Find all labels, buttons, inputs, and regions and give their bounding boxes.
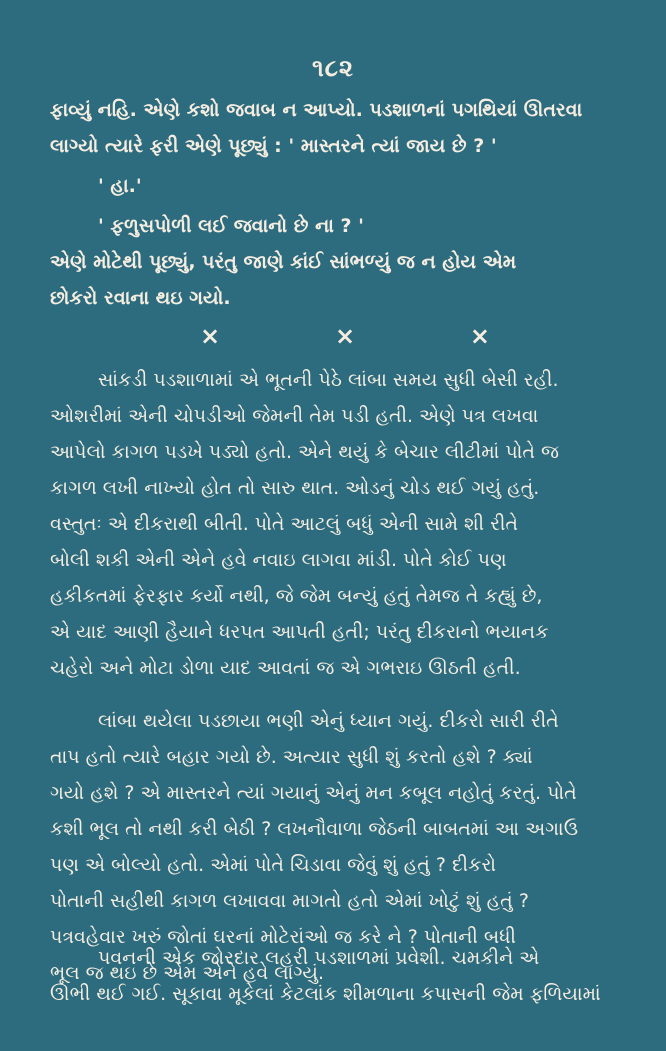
separator-mark: × [334, 322, 356, 350]
separator-mark: × [469, 322, 490, 350]
text-line: આપેલો કાગળ પડખે પડ્યો હતો. એને થયું કે બેચાર લીટીમાં પોતે જ [50, 441, 560, 463]
text-line: લાગ્યો ત્યારે ફરી એણે પૂછ્યું : ' માસ્તરને ત્યાં જાય છે ? ' [50, 135, 497, 157]
text-line: ફાવ્યું નહિ. એણે કશો જવાબ ન આપ્યો. પડશાળનાં પગથિયાં ઊતરવા [50, 99, 583, 121]
text-line: એણે મોટેથી પૂછ્યું, પરંતુ જાણે કાંઈ સાંભળ્યું જ ન હોય એમ [50, 251, 517, 273]
text-line: ભૂલ જ થઇ છે એમ એને હવે લાગ્યું. [50, 962, 325, 984]
paragraph [50, 940, 620, 1012]
text-line: ઊભી થઈ ગઈ. સૂકાવા મૂકેલાં કેટલાંક શીમળાના કપાસની જેમ ફળિયામાં [50, 983, 601, 1005]
text-line: પવનની એક જોરદાર લહરી પડશાળમાં પ્રવેશી. ચમકીને એ [98, 947, 540, 969]
text-line: પણ એ બોલ્યો હતો. એમાં પોતે ચિડાવા જેવું શું હતું ? દીકરો [50, 854, 497, 876]
text-line: હકીકતમાં ફેરફાર કર્યો નથી, જે જેમ બન્યું હતું તેમજ તે કહ્યું છે, [50, 585, 543, 607]
dialogue-line: ' ફળુસપોળી લઈ જવાનો છે ના ? ' [98, 215, 364, 237]
text-line: તાપ હતો ત્યારે બહાર ગયો છે. અત્યાર સુધી શું કરતો હશે ? ક્યાં [50, 746, 533, 768]
text-line: છોકરો રવાના થઇ ગયો. [50, 287, 231, 309]
text-line: એ યાદ આણી હૈયાને ધરપત આપતી હતી; પરંતુ દીકરાનો ભયાનક [50, 621, 549, 643]
dialogue-line: ' હા.' [98, 175, 142, 197]
text-line: સાંકડી પડશાળામાં એ ભૂતની પેઠે લાંબા સમય સુધી બેસી રહી. [98, 369, 559, 391]
text-line: વસ્તુતઃ એ દીકરાથી બીતી. પોતે આટલું બધું એની સામે શી રીતે [50, 513, 519, 535]
text-line: પત્રવહેવાર ખરું જોતાં ઘરનાં મોટેરાંઓ જ કરે ને ? પોતાની બધી [50, 926, 516, 948]
text-line: બોલી શકી એની એને હવે નવાઇ લાગવા માંડી. પોતે કોઈ પણ [50, 549, 507, 571]
page-number: ૧૮૨ [311, 54, 355, 82]
text-line: ઓશરીમાં એની ચોપડીઓ જેમની તેમ પડી હતી. એણે પત્ર લખવા [50, 405, 539, 427]
text-line: લાંબા થયેલા પડછાયા ભણી એનું ધ્યાન ગયું. દીકરો સારી રીતે [98, 710, 559, 732]
separator-mark: × [200, 322, 221, 350]
text-line: ગયો હશે ? એ માસ્તરને ત્યાં ગયાનું એનું મન કબૂલ નહોતું કરતું. પોતે [50, 782, 577, 804]
opening-text [50, 92, 620, 316]
text-line: કશી ભૂલ તો નથી કરી બેઠી ? લખનૌવાળા જેઠની બાબતમાં આ અગાઉ [50, 818, 579, 840]
section-separator [200, 322, 490, 350]
text-line: કાગળ લખી નાખ્યો હોત તો સારુ થાત. ઓડનું ચોડ થઈ ગયું હતું. [50, 477, 540, 499]
paragraph [50, 362, 620, 686]
text-line: પોતાની સહીથી કાગળ લખાવવા માગતો હતો એમાં ખોટું શું હતું ? [50, 890, 529, 912]
text-line: ચહેરો અને મોટા ડોળા યાદ આવતાં જ એ ગભરાઇ ઊઠતી હતી. [50, 657, 521, 679]
